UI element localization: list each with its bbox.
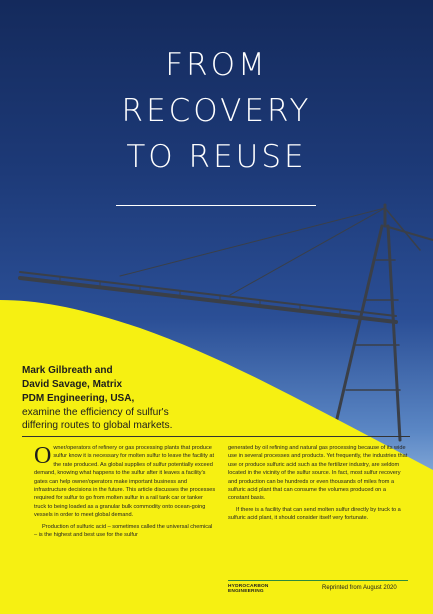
author-byline — [22, 364, 282, 406]
body-paragraph — [34, 444, 216, 520]
body-column-right — [228, 444, 408, 526]
body-text: wner/operators of refinery or gas processing plants that produce sulfur know it is necessary for molten sulfur to leave the facility at the rate produced. As global supplies of sulfur potentially exceed demand, knowing what happens to the sulfur after it leaves a facility's gates can help owner/operators make important business and infrastructure decisions in the future. This article discusses the processes required for sulfur to go from molten sulfur in a rail tank car or tanker truck to being loaded as a granular bulk commodity onto ocean-going vessels in order to meet global demand. — [34, 445, 216, 519]
logo-line-1: HYDROCARBON — [228, 584, 269, 589]
intro-standfirst: examine the efficiency of sulfur's differing routes to global markets. — [22, 407, 173, 431]
publication-logo — [228, 584, 269, 595]
body-paragraph: If there is a facility that can send molten sulfur directly by truck to a sulfuric acid plant, it should consider itself very fortunate. — [228, 506, 401, 522]
intro-divider — [22, 436, 410, 437]
logo-line-2: ENGINEERING — [228, 589, 264, 595]
title-divider — [116, 205, 316, 206]
title-line-3: TO REUSE — [126, 139, 307, 175]
body-column-left — [34, 444, 216, 542]
tower-leg-left — [332, 226, 382, 440]
page-footer — [228, 580, 408, 599]
body-paragraph: Production of sulfuric acid – sometimes called the universal chemical – is the highest and best use for the sulfur — [34, 523, 213, 539]
reprint-notice: Reprinted from August 2020 — [322, 585, 397, 591]
title-line-1: FROM — [165, 47, 268, 83]
body-paragraph: generated by oil refining and natural gas processing because of its wide use in several processes and products. Yet frequently, the industries that use or produce sulfuric acid such as the fertilizer industry, are seldom located in the vicinity of the sulfur source. In fact, most sulfur recovery and production can be hundreds or even thousands of miles from a sulfuric acid plant that can consume the volumes produced on a constant basis. — [228, 445, 408, 502]
drop-cap: O — [34, 443, 52, 469]
byline-line-1: Mark Gilbreath and — [22, 365, 113, 376]
article-title — [0, 42, 433, 180]
byline-line-3: PDM Engineering, USA, — [22, 393, 135, 404]
byline-line-2: David Savage, Matrix — [22, 379, 123, 390]
support-cable — [120, 208, 385, 276]
title-line-2: RECOVERY — [121, 93, 312, 129]
tower-leg-right — [388, 226, 400, 440]
